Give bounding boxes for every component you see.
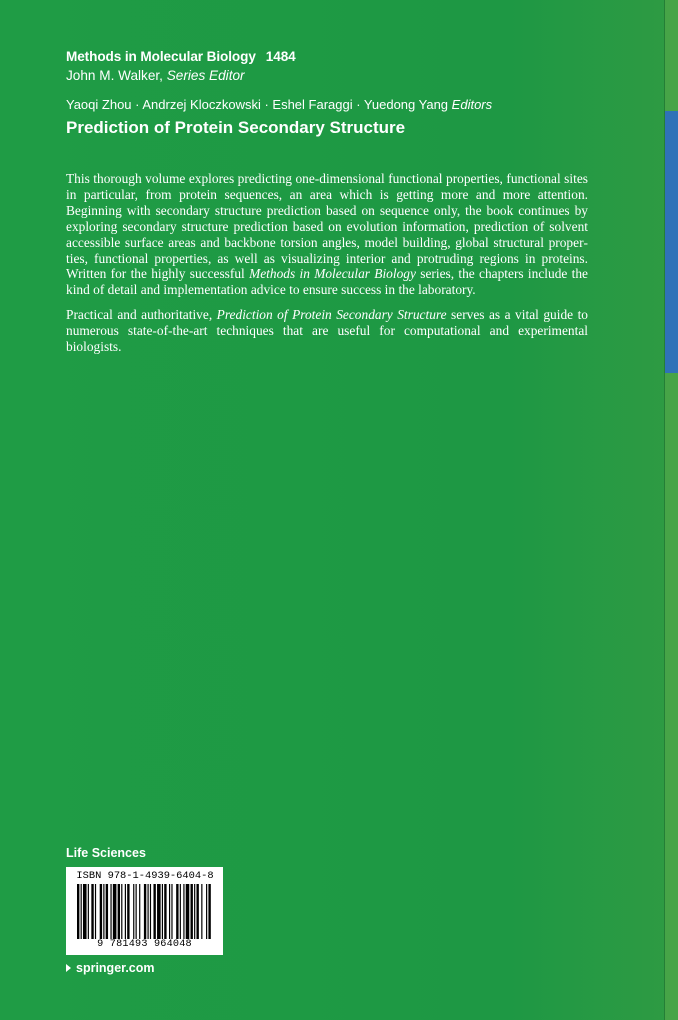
triangle-right-icon (66, 964, 71, 972)
barcode-bar (81, 884, 82, 939)
editors-role: Editors (451, 97, 493, 112)
barcode-bar (100, 884, 102, 939)
description-paragraph-1 (66, 171, 588, 298)
paragraph-1-text-b: series, the chapters include the kind of detail and implementation advice to ensure success in the laboratory. (66, 266, 588, 298)
volume-editors (66, 96, 492, 114)
barcode-bar (113, 884, 117, 939)
barcode-bar (162, 884, 163, 939)
series-editor-line (66, 67, 245, 85)
barcode-bar (125, 884, 126, 939)
book-description (66, 171, 588, 364)
barcode-bar (121, 884, 122, 939)
barcode-bar (157, 884, 161, 939)
isbn-label: ISBN 978-1-4939-6404-8 (76, 870, 214, 882)
barcode-bar (180, 884, 181, 939)
barcode-bar (106, 884, 108, 939)
barcode-bar (136, 884, 137, 939)
barcode-bar (164, 884, 166, 939)
book-title: Prediction of Protein Secondary Structure (66, 118, 406, 137)
barcode-bar (191, 884, 193, 939)
barcode-bar (147, 884, 148, 939)
description-paragraph-2 (66, 307, 588, 355)
barcode-bar (196, 884, 198, 939)
subject-category: Life Sciences (66, 846, 146, 860)
paragraph-2-text-b: serves as a vital guide to numerous state-of-the-art techniques that are useful for computational and experimental biologists. (66, 307, 588, 355)
barcode-bar (103, 884, 104, 939)
paragraph-1-text-a: This thorough volume explores predicting one-dimensional functional properties, functional sites in particular, from protein sequences, an area which is getting more and more attention. Beginning with secondary structure prediction based on sequence only, the book continues by exploring secondary structure prediction based on evolution information, prediction of solvent accessible surface areas and backbone torsion angles, model building, global structural properties, functional properties, as well as visualizing interior and protruding regions in proteins. Written for the highly successful (66, 171, 588, 282)
barcode-bar (169, 884, 170, 939)
barcode-bar (133, 884, 134, 939)
publisher-url: springer.com (76, 961, 155, 975)
barcode-bar (176, 884, 178, 939)
barcode-bar (208, 884, 210, 939)
barcode-bar (183, 884, 184, 939)
barcode-bar (139, 884, 140, 939)
barcode-bar (88, 884, 89, 939)
barcode-bar (110, 884, 111, 939)
series-number: 1484 (265, 49, 296, 64)
barcode-bar (144, 884, 146, 939)
barcode-bar (77, 884, 79, 939)
barcode-bar (194, 884, 195, 939)
barcode-bar (186, 884, 190, 939)
paragraph-1-series-name: Methods in Molecular Biology (249, 266, 416, 282)
barcode-bar (153, 884, 155, 939)
barcode-bar (150, 884, 151, 939)
series-name: Methods in Molecular Biology (66, 49, 256, 64)
barcode-digits: 9 781493 964048 (97, 939, 192, 950)
series-line (66, 48, 296, 66)
barcode-bar (171, 884, 172, 939)
barcode-bars (77, 884, 212, 939)
barcode-bar (201, 884, 202, 939)
series-editor-role: Series Editor (166, 68, 245, 83)
paragraph-2-text-a: Practical and authoritative, (66, 307, 217, 323)
isbn-barcode (66, 867, 223, 955)
barcode-bar (118, 884, 120, 939)
barcode-bar (127, 884, 129, 939)
editors-names: Yaoqi Zhou · Andrzej Kloczkowski · Eshel Faraggi · Yuedong Yang (66, 97, 449, 112)
barcode-bar (95, 884, 96, 939)
barcode-bar (206, 884, 207, 939)
paragraph-2-book-title: Prediction of Protein Secondary Structure (216, 307, 447, 323)
barcode-bar (91, 884, 93, 939)
series-editor-name: John M. Walker, (66, 68, 163, 83)
spine-blue-band (665, 111, 678, 373)
barcode-bar (83, 884, 87, 939)
publisher-link[interactable] (66, 960, 155, 976)
